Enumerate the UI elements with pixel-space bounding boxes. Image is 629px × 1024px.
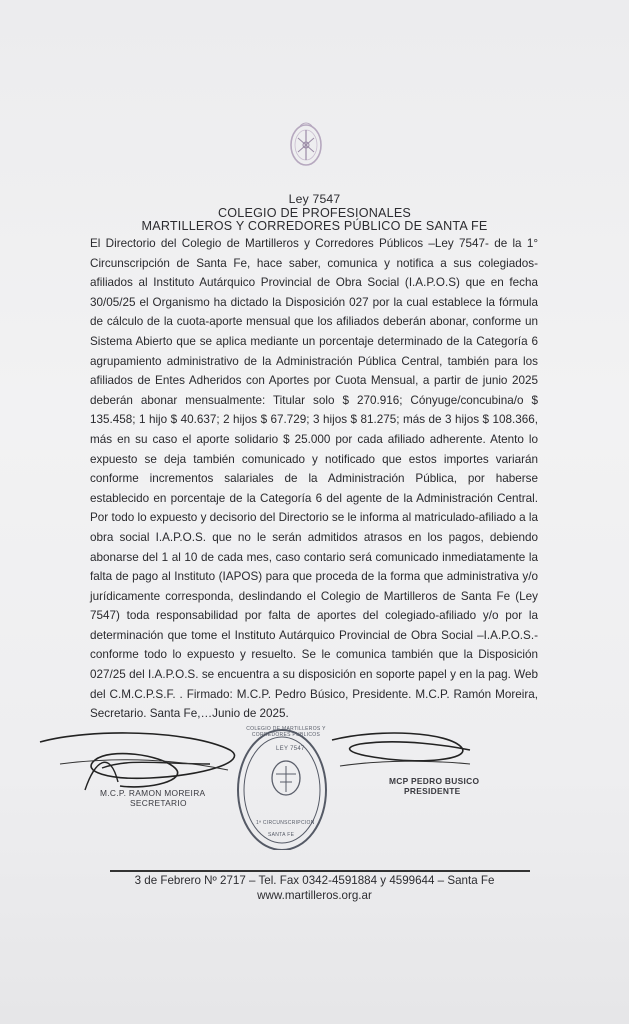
law-number: Ley 7547 (288, 192, 341, 206)
signature-area (0, 720, 629, 850)
footer-address: 3 de Febrero Nº 2717 – Tel. Fax 0342-4591884 y 4599644 – Santa Fe (134, 874, 495, 887)
header-title: COLEGIO DE PROFESIONALES (217, 206, 412, 220)
secretary-role: SECRETARIO (130, 798, 187, 808)
notice-body: El Directorio del Colegio de Martilleros y Corredores Públicos –Ley 7547- de la 1° Circunscripción de Santa Fe, hace saber, comunica y notifica a sus colegiados-afiliados al Instituto Autárquico Provincial de Obra Social (I.A.P.O.S) que en fecha 30/05/25 el Organismo ha dictado la Disposición 027 por la cual establece la fórmula de cálculo de la cuota-aporte mensual que los afiliados deberán abonar, conforme un Sistema Abierto que se aplica mediante un porcentaje determinado de la Categoría 6 agrupamiento administrativo de la Administración Pública Central, también para los afiliados de Entes Adheridos con Aportes por Cuota Mensual, a partir de junio 2025 deberán abonar mensualmente: Titular solo $ 270.916; Cónyuge/concubina/o $ 135.458; 1 hijo $ 40.637; 2 hijos $ 67.729; 3 hijos $ 81.275; más de 3 hijos $ 108.366, más en su caso el aporte solidario $ 25.000 por cada afiliado adherente. Atento lo expuesto se deja también comunicado y notificado que estos importes variarán conforme incrementos salariales de la Administración Pública, por haberse establecido en porcentaje de la Categoría 6 del agente de la Administración Central. Por todo lo expuesto y decisorio del Directorio se le informa al matriculado-afiliado a la obra social I.A.P.O.S. que no le serán admitidos atrasos en los pagos, debiendo abonarse del 1 al 10 de cada mes, caso contario será comunicado inmediatamente la falta de pago al Instituto (IAPOS) para que proceda de la forma que administrativa y/o jurídicamente corresponda, deslindando el Colegio de Martilleros de Santa Fe (Ley 7547) toda responsabilidad por falta de aportes del colegiado-afiliado y/o por la determinación que tome el Instituto Autárquico Provincial de Obra Social –I.A.P.O.S.- conforme todo lo expuesto y resuelto. Se le comunica también que la Disposición 027/25 del I.A.P.O.S. se encuentra a su disposición en soporte papel y en la pag. Web del C.M.C.P.S.F. . Firmado: M.C.P. Pedro Búsico, Presidente. M.C.P. Ramón Moreira, Secretario. Santa Fe,…Junio de 2025. (90, 237, 538, 721)
footer-divider (110, 870, 530, 872)
seal-city: SANTA FE (268, 832, 295, 838)
crest-emblem-icon (284, 118, 328, 170)
seal-outer: COLEGIO DE MARTILLEROS Y CORREDORES PUBLICOS (246, 726, 326, 738)
footer-website[interactable]: www.martilleros.org.ar (257, 889, 372, 902)
president-name: MCP PEDRO BUSICO (389, 776, 480, 786)
president-role: PRESIDENTE (404, 786, 461, 796)
secretary-name: M.C.P. RAMON MOREIRA (100, 788, 206, 798)
header-subtitle: MARTILLEROS Y CORREDORES PÚBLICO DE SANTA FE (141, 219, 488, 233)
seal-inner: 1ª CIRCUNSCRIPCION (256, 820, 315, 826)
left-signature-icon (0, 720, 629, 850)
seal-ley: LEY 7547 (276, 746, 305, 752)
